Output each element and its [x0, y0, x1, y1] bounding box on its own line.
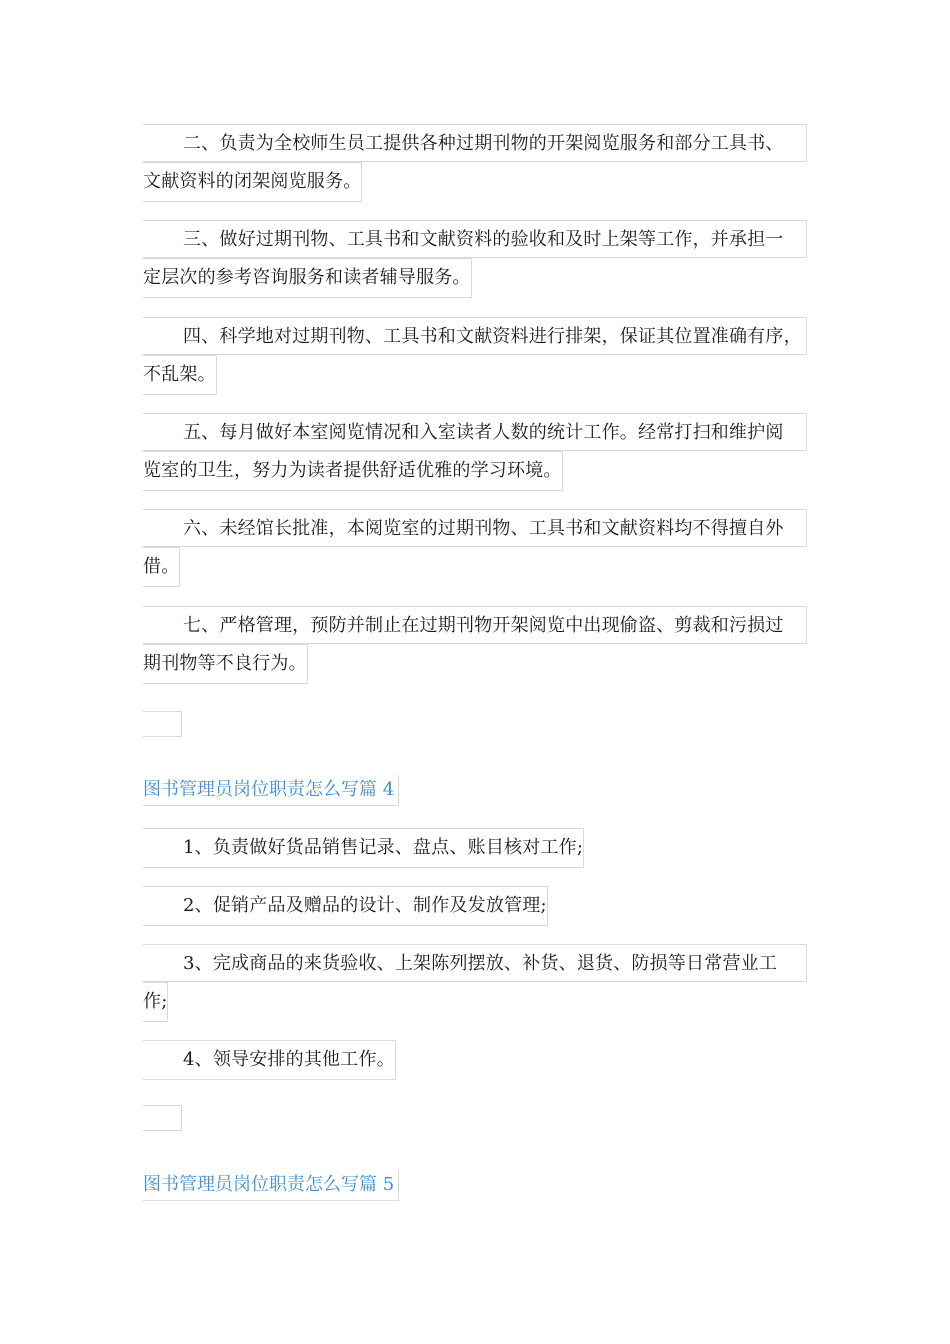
- paragraph-line: 六、未经馆长批准，本阅览室的过期刊物、工具书和文献资料均不得擅自外: [143, 509, 807, 547]
- paragraph-2: [143, 124, 807, 200]
- paragraph-line: 五、每月做好本室阅览情况和入室读者人数的统计工作。经常打扫和维护阅: [143, 413, 807, 451]
- paragraph-line: 借。: [143, 547, 180, 587]
- paragraph-5: [143, 413, 807, 489]
- list-item-3: [143, 944, 807, 1020]
- paragraph-line: 三、做好过期刊物、工具书和文献资料的验收和及时上架等工作，并承担一: [143, 220, 807, 258]
- empty-line-box: [143, 711, 182, 737]
- list-item-line: 1、负责做好货品销售记录、盘点、账目核对工作;: [143, 828, 584, 868]
- list-item-line: 作;: [143, 982, 168, 1022]
- paragraph-line: 七、严格管理，预防并制止在过期刊物开架阅览中出现偷盗、剪裁和污损过: [143, 606, 807, 644]
- list-item-2: [143, 886, 807, 924]
- list-item-line: 3、完成商品的来货验收、上架陈列摆放、补货、退货、防损等日常营业工: [143, 944, 807, 982]
- list-item-line: 2、促销产品及赠品的设计、制作及发放管理;: [143, 886, 548, 926]
- paragraph-line: 文献资料的闭架阅览服务。: [143, 162, 362, 202]
- list-item-1: [143, 828, 807, 866]
- paragraph-line: 定层次的参考咨询服务和读者辅导服务。: [143, 258, 472, 298]
- list-item-4: [143, 1040, 807, 1078]
- paragraph-4: [143, 317, 807, 393]
- paragraph-line: 期刊物等不良行为。: [143, 644, 308, 684]
- section-heading-5: 图书管理员岗位职责怎么写篇 5: [143, 1170, 399, 1201]
- paragraph-6: [143, 509, 807, 585]
- empty-line-box: [143, 1105, 182, 1131]
- paragraph-line: 二、负责为全校师生员工提供各种过期刊物的开架阅览服务和部分工具书、: [143, 124, 807, 162]
- section-heading-4: 图书管理员岗位职责怎么写篇 4: [143, 775, 399, 806]
- paragraph-line: 四、科学地对过期刊物、工具书和文献资料进行排架，保证其位置准确有序，: [143, 317, 807, 355]
- paragraph-3: [143, 220, 807, 296]
- paragraph-line: 不乱架。: [143, 355, 217, 395]
- list-item-line: 4、领导安排的其他工作。: [143, 1040, 396, 1080]
- paragraph-line: 览室的卫生，努力为读者提供舒适优雅的学习环境。: [143, 451, 563, 491]
- paragraph-7: [143, 606, 807, 682]
